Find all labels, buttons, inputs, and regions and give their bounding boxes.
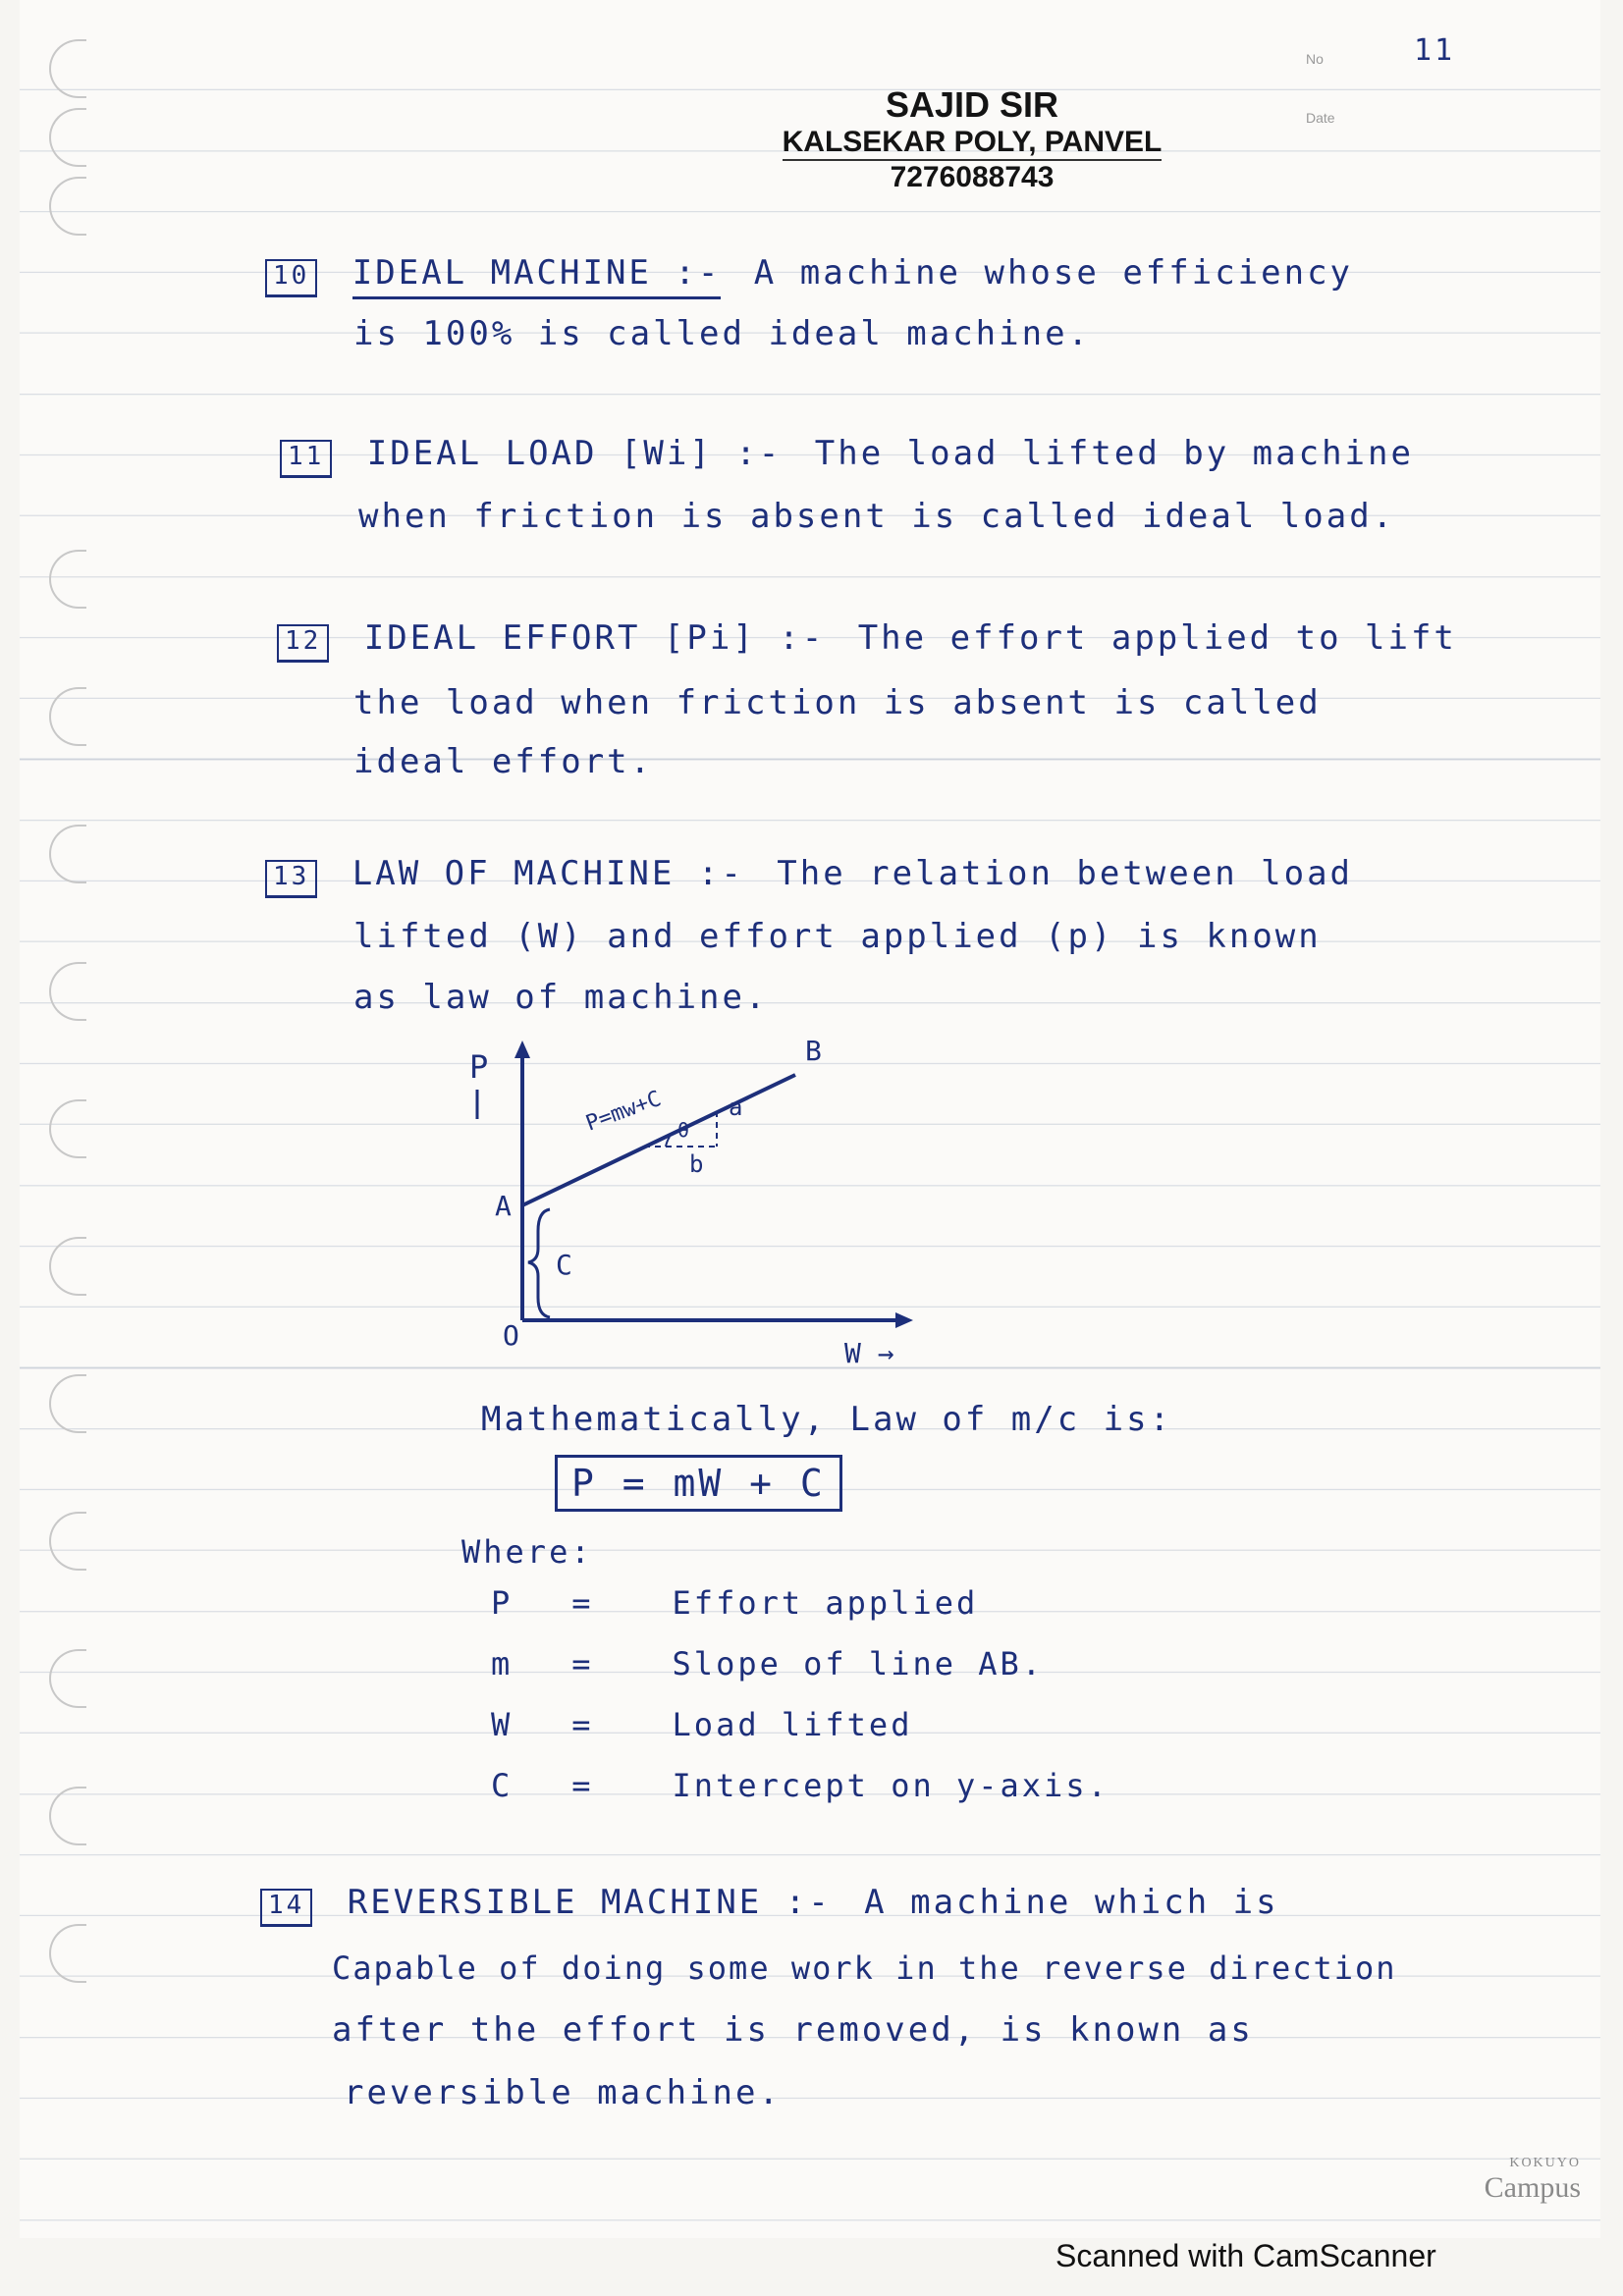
section-14 bbox=[260, 1883, 1596, 1922]
y-axis-arrow bbox=[514, 1041, 530, 1058]
no-label: No bbox=[1306, 51, 1324, 67]
run-label: b bbox=[689, 1150, 704, 1178]
section-13-line2: lifted (W) and effort applied (p) is known bbox=[353, 917, 1322, 956]
term-meaning: Load lifted bbox=[672, 1706, 913, 1743]
section-text: A machine which is bbox=[864, 1883, 1279, 1922]
section-title: REVERSIBLE MACHINE :- bbox=[347, 1883, 832, 1922]
section-title: IDEAL MACHINE :- bbox=[352, 253, 722, 299]
law-formula: P = mW + C bbox=[555, 1455, 842, 1512]
section-number: 10 bbox=[265, 259, 317, 297]
page-number: 11 bbox=[1414, 33, 1456, 68]
section-number: 14 bbox=[260, 1889, 312, 1927]
institute-name: KALSEKAR POLY, PANVEL bbox=[783, 126, 1163, 161]
section-text: The relation between load bbox=[777, 854, 1354, 893]
section-14-line3: after the effort is removed, is known as bbox=[332, 2010, 1254, 2050]
term-symbol: m bbox=[491, 1645, 514, 1682]
section-number: 13 bbox=[265, 860, 317, 898]
x-axis-arrow bbox=[895, 1312, 913, 1328]
section-text: The load lifted by machine bbox=[814, 434, 1414, 473]
section-12 bbox=[277, 618, 1593, 658]
term-meaning: Intercept on y-axis. bbox=[672, 1767, 1109, 1804]
where-label: Where: bbox=[461, 1533, 593, 1571]
section-11-line2: when friction is absent is called ideal load. bbox=[358, 497, 1396, 536]
intercept-label: C bbox=[556, 1249, 572, 1281]
section-14-line4: reversible machine. bbox=[344, 2073, 782, 2112]
section-12-line3: ideal effort. bbox=[353, 742, 654, 781]
y-axis-label: P bbox=[469, 1048, 489, 1086]
term-meaning: Effort applied bbox=[672, 1584, 979, 1622]
section-number: 12 bbox=[277, 624, 329, 663]
section-title: IDEAL EFFORT [Pi] :- bbox=[363, 618, 826, 658]
section-14-line2: Capable of doing some work in the reverse direction bbox=[332, 1949, 1397, 1987]
scanner-footer: Scanned with CamScanner bbox=[1055, 2238, 1436, 2273]
header-stamp bbox=[766, 84, 1178, 194]
section-title: LAW OF MACHINE :- bbox=[352, 854, 744, 893]
binder-holes bbox=[49, 0, 108, 2238]
rise-label: a bbox=[729, 1094, 743, 1121]
origin-label: O bbox=[503, 1319, 519, 1352]
point-a: A bbox=[495, 1190, 512, 1222]
law-intro: Mathematically, Law of m/c is: bbox=[481, 1400, 1173, 1439]
angle-label: θ bbox=[677, 1118, 690, 1142]
point-b: B bbox=[805, 1035, 822, 1067]
term-eq: = bbox=[571, 1767, 594, 1804]
term-symbol: W bbox=[491, 1706, 514, 1743]
term-row bbox=[491, 1584, 1109, 1645]
term-row bbox=[491, 1645, 1109, 1706]
brand-top: KOKUYO bbox=[1509, 2156, 1581, 2170]
section-text: A machine whose efficiency bbox=[753, 253, 1354, 293]
term-symbol: C bbox=[491, 1767, 514, 1804]
line-label: P=mw+C bbox=[582, 1086, 665, 1137]
term-row bbox=[491, 1767, 1109, 1828]
brand-bottom: Campus bbox=[1484, 2171, 1581, 2204]
section-13 bbox=[265, 854, 1581, 893]
x-axis-label: W → bbox=[844, 1337, 894, 1369]
law-formula-wrap bbox=[555, 1455, 842, 1512]
term-eq: = bbox=[571, 1584, 594, 1622]
section-10 bbox=[265, 253, 1581, 293]
section-12-line2: the load when friction is absent is called bbox=[353, 683, 1322, 722]
intercept-brace bbox=[528, 1209, 550, 1317]
terms-list bbox=[491, 1584, 1109, 1828]
section-text: The effort applied to lift bbox=[857, 618, 1457, 658]
teacher-name: SAJID SIR bbox=[885, 84, 1059, 125]
section-10-line2: is 100% is called ideal machine. bbox=[353, 314, 1092, 353]
date-label: Date bbox=[1306, 110, 1335, 126]
law-of-machine-graph bbox=[412, 1021, 962, 1374]
section-13-line3: as law of machine. bbox=[353, 978, 769, 1017]
section-title: IDEAL LOAD [Wi] :- bbox=[366, 434, 783, 473]
term-row bbox=[491, 1706, 1109, 1767]
section-number: 11 bbox=[280, 440, 332, 478]
term-symbol: P bbox=[491, 1584, 514, 1622]
term-eq: = bbox=[571, 1706, 594, 1743]
phone-number: 7276088743 bbox=[890, 161, 1055, 193]
notebook-brand bbox=[1434, 2156, 1581, 2205]
section-11 bbox=[280, 434, 1596, 473]
term-eq: = bbox=[571, 1645, 594, 1682]
term-meaning: Slope of line AB. bbox=[672, 1645, 1045, 1682]
notebook-page bbox=[20, 0, 1600, 2238]
